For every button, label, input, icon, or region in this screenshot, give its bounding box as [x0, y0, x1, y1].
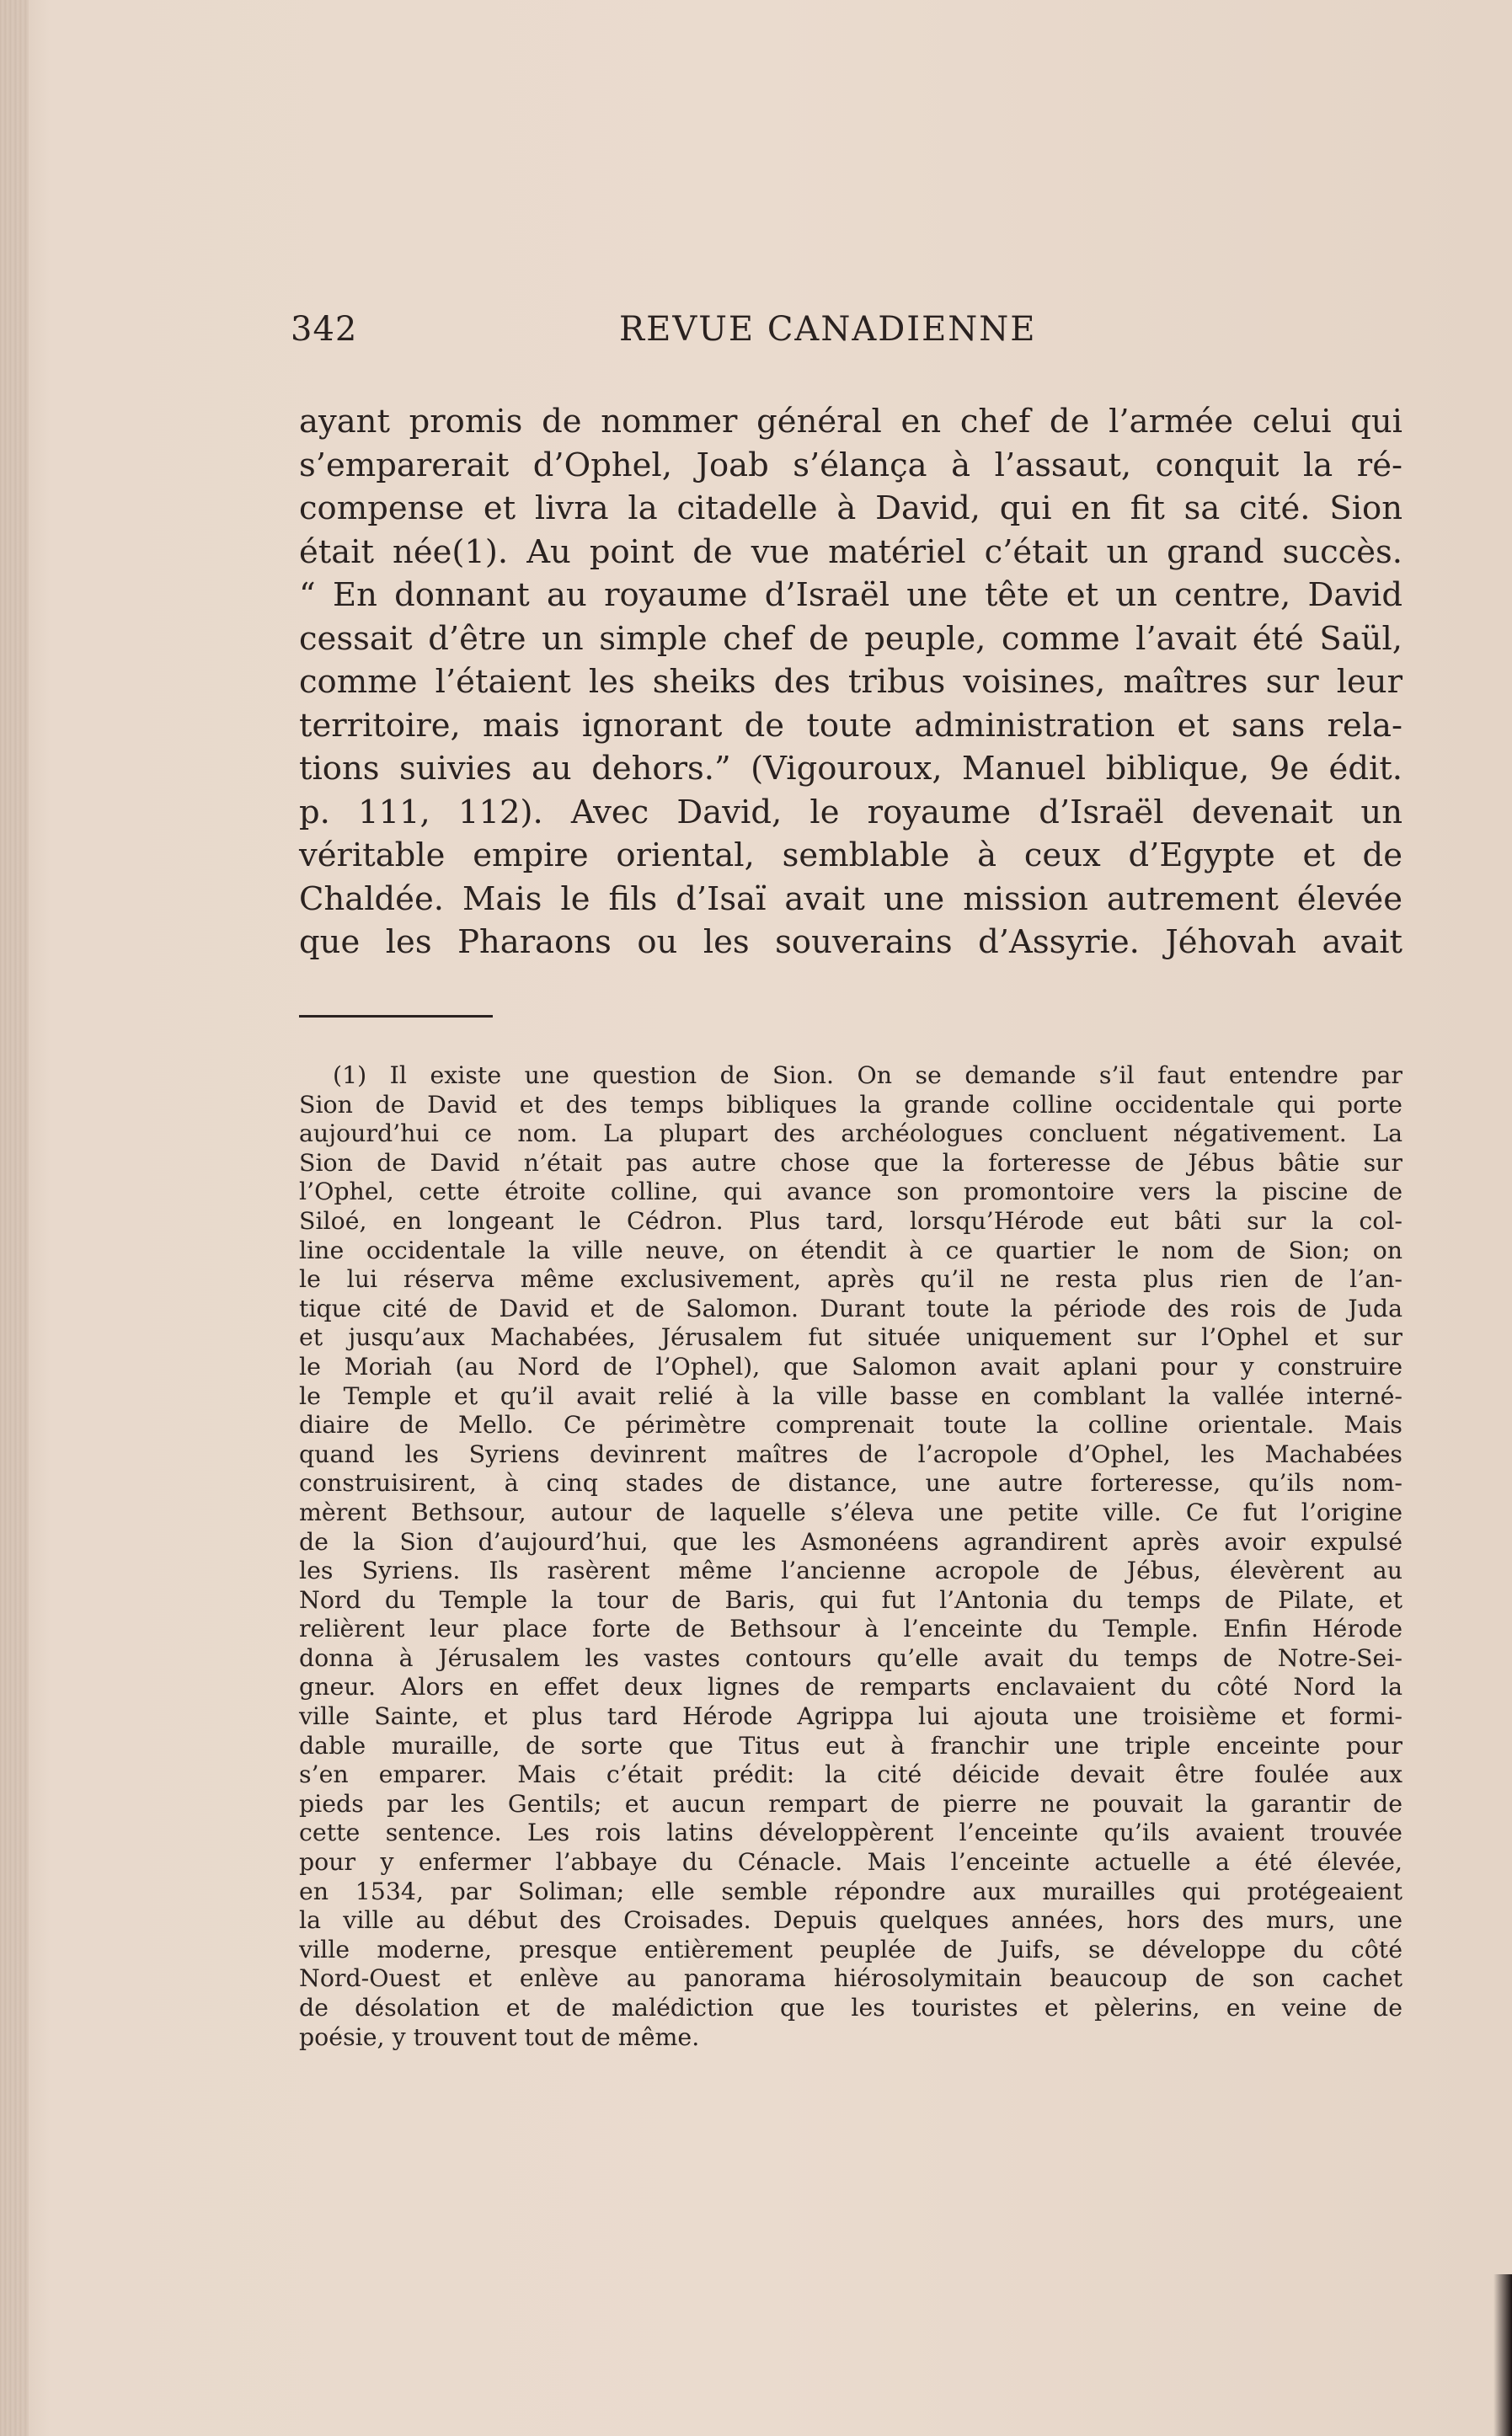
footnote-line: Sion de David n’était pas autre chose que la forteresse de Jébus bâtie sur: [299, 1148, 1402, 1177]
footnote-line: l’Ophel, cette étroite colline, qui avance son promontoire vers la piscine de: [299, 1178, 1402, 1206]
footnote-line: s’en emparer. Mais c’était prédit: la cité déicide devait être foulée aux: [299, 1760, 1402, 1789]
footnote-line: diaire de Mello. Ce périmètre comprenait toute la colline orientale. Mais: [299, 1411, 1402, 1440]
footnote: [299, 1061, 1402, 2052]
footnote-line: Nord du Temple la tour de Baris, qui fut l’Antonia du temps de Pilate, et: [299, 1585, 1402, 1614]
footnote-line: (1) Il existe une question de Sion. On se demande s’il faut entendre par: [333, 1061, 1402, 1089]
footnote-line: de la Sion d’aujourd’hui, que les Asmonéens agrandirent après avoir expulsé: [299, 1527, 1402, 1556]
footnote-line: aujourd’hui ce nom. La plupart des archéologues concluent négativement. La: [299, 1119, 1402, 1148]
footnote-line: le Moriah (au Nord de l’Ophel), que Salomon avait aplani pour y construire: [299, 1352, 1402, 1381]
footnote-line: le lui réserva même exclusivement, après qu’il ne resta plus rien de l’an-: [299, 1265, 1402, 1294]
footnote-line: gneur. Alors en effet deux lignes de remparts enclavaient du côté Nord la: [299, 1673, 1402, 1701]
page-number: 342: [291, 310, 358, 349]
footnote-line: Sion de David et des temps bibliques la grande colline occidentale qui porte: [299, 1090, 1402, 1119]
body-line: p. 111, 112). Avec David, le royaume d’Israël devenait un: [299, 793, 1402, 831]
binding-gutter: [0, 0, 29, 2436]
footnote-line: relièrent leur place forte de Bethsour à l’enceinte du Temple. Enfin Hérode: [299, 1615, 1402, 1643]
footnote-line: Nord-Ouest et enlève au panorama hiérosolymitain beaucoup de son cachet: [299, 1964, 1402, 1993]
footnote-line: pieds par les Gentils; et aucun rempart de pierre ne pouvait la garantir de: [299, 1789, 1402, 1818]
footnote-line: cette sentence. Les rois latins développèrent l’enceinte qu’ils avaient trouvée: [299, 1819, 1402, 1847]
footnote-rule: [299, 1015, 493, 1018]
footnote-line: ville Sainte, et plus tard Hérode Agrippa lui ajouta une troisième et formi-: [299, 1702, 1402, 1731]
body-line: cessait d’être un simple chef de peuple, comme l’avait été Saül,: [299, 619, 1402, 658]
footnote-line: la ville au début des Croisades. Depuis quelques années, hors des murs, une: [299, 1906, 1402, 1935]
footnote-line: mèrent Bethsour, autour de laquelle s’éleva une petite ville. Ce fut l’origine: [299, 1498, 1402, 1526]
footnote-line: ville moderne, presque entièrement peuplée de Juifs, se développe du côté: [299, 1935, 1402, 1963]
body-line: véritable empire oriental, semblable à ceux d’Egypte et de: [299, 836, 1402, 874]
body-line: territoire, mais ignorant de toute administration et sans rela-: [299, 706, 1402, 745]
page-edge-shadow: [1493, 2274, 1512, 2436]
body-line: tions suivies au dehors.” (Vigouroux, Manuel biblique, 9e édit.: [299, 750, 1402, 788]
footnote-line: en 1534, par Soliman; elle semble répondre aux murailles qui protégeaient: [299, 1877, 1402, 1905]
body-line: compense et livra la citadelle à David, qui en fit sa cité. Sion: [299, 489, 1402, 527]
body-text: [299, 400, 1402, 964]
body-line: s’emparerait d’Ophel, Joab s’élança à l’assaut, conquit la ré-: [299, 446, 1402, 484]
footnote-line: le Temple et qu’il avait relié à la ville basse en comblant la vallée interné-: [299, 1381, 1402, 1410]
footnote-line: tique cité de David et de Salomon. Durant toute la période des rois de Juda: [299, 1294, 1402, 1322]
body-line: Chaldée. Mais le fils d’Isaï avait une mission autrement élevée: [299, 879, 1402, 918]
body-line: que les Pharaons ou les souverains d’Assyrie. Jéhovah avait: [299, 923, 1402, 961]
body-line: était née(1). Au point de vue matériel c’était un grand succès.: [299, 532, 1402, 571]
body-line: “ En donnant au royaume d’Israël une tête et un centre, David: [299, 576, 1402, 614]
body-line: comme l’étaient les sheiks des tribus voisines, maîtres sur leur: [299, 663, 1402, 701]
footnote-line: et jusqu’aux Machabées, Jérusalem fut située uniquement sur l’Ophel et sur: [299, 1323, 1402, 1352]
footnote-line: Siloé, en longeant le Cédron. Plus tard, lorsqu’Hérode eut bâti sur la col-: [299, 1206, 1402, 1235]
footnote-line: donna à Jérusalem les vastes contours qu’elle avait du temps de Notre-Sei-: [299, 1643, 1402, 1672]
running-title: REVUE CANADIENNE: [619, 310, 1037, 349]
footnote-line: line occidentale la ville neuve, on étendit à ce quartier le nom de Sion; on: [299, 1236, 1402, 1264]
footnote-line: de désolation et de malédiction que les touristes et pèlerins, en veine de: [299, 1994, 1402, 2022]
footnote-line: pour y enfermer l’abbaye du Cénacle. Mais l’enceinte actuelle a été élevée,: [299, 1848, 1402, 1877]
footnote-line: quand les Syriens devinrent maîtres de l’acropole d’Ophel, les Machabées: [299, 1440, 1402, 1468]
footnote-line: les Syriens. Ils rasèrent même l’ancienne acropole de Jébus, élevèrent au: [299, 1557, 1402, 1585]
page-header: [291, 310, 1078, 361]
footnote-line: poésie, y trouvent tout de même.: [299, 2022, 700, 2051]
body-line: ayant promis de nommer général en chef de l’armée celui qui: [299, 403, 1402, 441]
footnote-line: construisirent, à cinq stades de distance, une autre forteresse, qu’ils nom-: [299, 1469, 1402, 1498]
footnote-line: dable muraille, de sorte que Titus eut à franchir une triple enceinte pour: [299, 1731, 1402, 1760]
